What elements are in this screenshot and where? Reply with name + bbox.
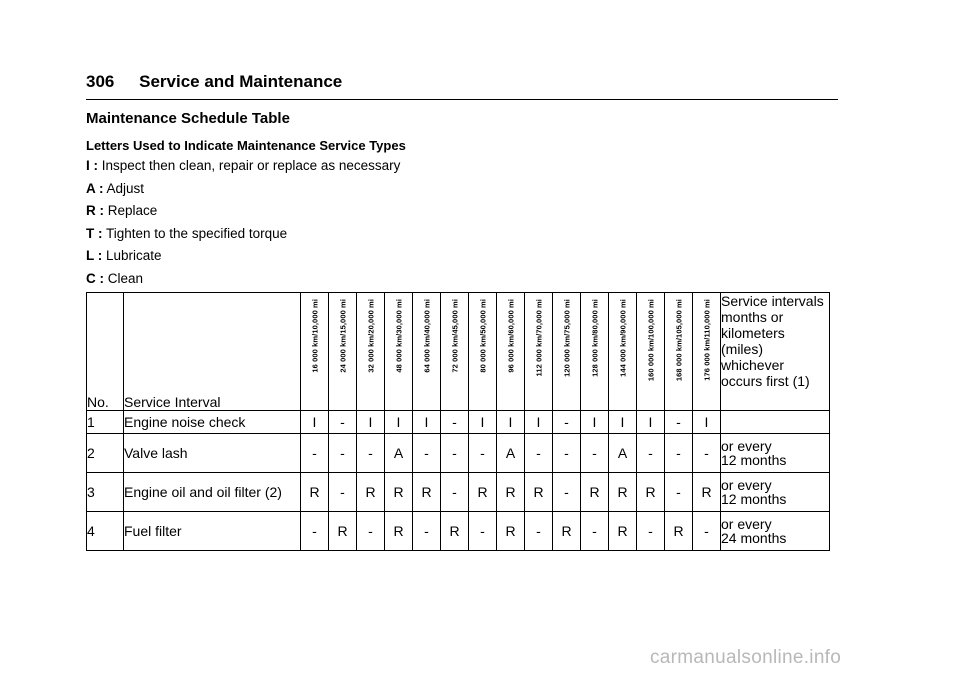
row-number: 2: [87, 434, 124, 473]
service-mark: -: [301, 434, 329, 473]
distance-label: 32 000 km/20,000 mi: [366, 299, 375, 373]
distance-header: [357, 293, 385, 411]
page-header: [86, 72, 342, 92]
service-mark: -: [329, 473, 357, 512]
distance-header: [413, 293, 441, 411]
service-mark: -: [525, 434, 553, 473]
distance-label: 176 000 km/110,000 mi: [702, 299, 711, 381]
legend-item: [86, 203, 157, 218]
service-mark: -: [357, 512, 385, 551]
distance-label: 168 000 km/105,000 mi: [674, 299, 683, 382]
service-mark: -: [329, 434, 357, 473]
service-frequency: or every 12 months: [721, 434, 830, 473]
header-rule: [86, 99, 838, 100]
legend-text: Adjust: [106, 180, 145, 196]
legend-text: Replace: [107, 203, 158, 218]
service-mark: -: [553, 411, 581, 434]
service-mark: -: [469, 512, 497, 551]
service-mark: I: [497, 411, 525, 434]
service-interval: Valve lash: [124, 434, 301, 473]
service-mark: -: [413, 434, 441, 473]
service-mark: R: [469, 473, 497, 512]
col-no-header: No.: [87, 293, 124, 411]
service-mark: R: [329, 512, 357, 551]
watermark: carmanualsonline.info: [650, 647, 842, 668]
service-mark: -: [553, 434, 581, 473]
service-mark: -: [301, 512, 329, 551]
service-mark: -: [665, 411, 693, 434]
service-mark: -: [441, 434, 469, 473]
distance-label: 16 000 km/10,000 mi: [310, 299, 319, 373]
distance-label: 24 000 km/15,000 mi: [338, 299, 347, 373]
distance-header: [469, 293, 497, 411]
service-mark: I: [609, 411, 637, 434]
table-row: [87, 512, 830, 551]
legend-item: [86, 271, 143, 286]
distance-header: [581, 293, 609, 411]
service-mark: R: [357, 473, 385, 512]
service-mark: -: [553, 473, 581, 512]
service-mark: R: [581, 473, 609, 512]
service-mark: I: [693, 411, 721, 434]
service-mark: A: [385, 434, 413, 473]
distance-header: [693, 293, 721, 411]
service-mark: R: [301, 473, 329, 512]
service-interval: Fuel filter: [124, 512, 301, 551]
service-mark: I: [469, 411, 497, 434]
legend-text: Lubricate: [106, 248, 162, 263]
table-row: [87, 434, 830, 473]
service-interval: Engine noise check: [124, 411, 301, 434]
service-mark: R: [693, 473, 721, 512]
service-mark: I: [301, 411, 329, 434]
legend-text: Clean: [107, 270, 144, 286]
page-number: 306: [86, 72, 115, 91]
distance-header: [497, 293, 525, 411]
service-mark: -: [693, 434, 721, 473]
distance-header: [441, 293, 469, 411]
legend-key: T :: [86, 225, 103, 241]
distance-label: 72 000 km/45,000 mi: [450, 299, 459, 373]
service-mark: R: [441, 512, 469, 551]
service-mark: -: [329, 411, 357, 434]
service-mark: A: [497, 434, 525, 473]
service-mark: I: [413, 411, 441, 434]
service-mark: -: [441, 411, 469, 434]
distance-header: [329, 293, 357, 411]
distance-label: 112 000 km/70,000 mi: [534, 299, 543, 377]
service-mark: I: [525, 411, 553, 434]
distance-label: 144 000 km/90,000 mi: [618, 299, 627, 377]
row-number: 4: [87, 512, 124, 551]
service-mark: -: [637, 434, 665, 473]
col-interval-header: Service Interval: [124, 293, 301, 411]
table-row: [87, 411, 830, 434]
service-mark: R: [609, 512, 637, 551]
distance-label: 128 000 km/80,000 mi: [590, 299, 599, 377]
table-header-row: [87, 293, 830, 411]
service-mark: R: [385, 473, 413, 512]
service-mark: R: [497, 473, 525, 512]
legend-item: [86, 181, 144, 196]
service-mark: -: [581, 434, 609, 473]
service-mark: -: [525, 512, 553, 551]
service-mark: -: [665, 434, 693, 473]
service-mark: A: [609, 434, 637, 473]
distance-label: 120 000 km/75,000 mi: [562, 299, 571, 377]
table-body: [87, 411, 830, 551]
service-mark: R: [525, 473, 553, 512]
distance-label: 48 000 km/30,000 mi: [394, 299, 403, 373]
service-mark: -: [693, 512, 721, 551]
distance-label: 96 000 km/60,000 mi: [506, 299, 515, 373]
distance-header: [665, 293, 693, 411]
service-interval: Engine oil and oil filter (2): [124, 473, 301, 512]
distance-label: 160 000 km/100,000 mi: [646, 299, 655, 382]
service-frequency: or every 24 months: [721, 512, 830, 551]
distance-label: 80 000 km/50,000 mi: [478, 299, 487, 373]
legend-item: [86, 226, 287, 241]
legend-key: C :: [86, 270, 104, 286]
service-mark: -: [469, 434, 497, 473]
row-number: 1: [87, 411, 124, 434]
service-mark: R: [385, 512, 413, 551]
maintenance-schedule-table: [86, 292, 830, 551]
distance-header: [301, 293, 329, 411]
legend-key: I :: [86, 158, 98, 173]
service-frequency: or every 12 months: [721, 473, 830, 512]
row-number: 3: [87, 473, 124, 512]
col-frequency-header: Service intervals months or kilometers (miles) whichever occurs first (1): [721, 293, 830, 411]
distance-header: [525, 293, 553, 411]
service-mark: R: [413, 473, 441, 512]
legend-key: L :: [86, 248, 103, 263]
service-mark: R: [553, 512, 581, 551]
service-mark: -: [581, 512, 609, 551]
distance-header: [385, 293, 413, 411]
distance-header: [637, 293, 665, 411]
service-mark: -: [665, 473, 693, 512]
section-title: Service and Maintenance: [139, 72, 343, 91]
service-mark: I: [357, 411, 385, 434]
service-mark: R: [609, 473, 637, 512]
legend-item: [86, 248, 162, 263]
service-mark: R: [665, 512, 693, 551]
service-mark: I: [637, 411, 665, 434]
legend-text: Tighten to the specified torque: [106, 225, 288, 241]
page-title: Maintenance Schedule Table: [86, 110, 290, 127]
service-mark: R: [497, 512, 525, 551]
service-mark: -: [637, 512, 665, 551]
service-frequency: [721, 411, 830, 434]
service-mark: I: [581, 411, 609, 434]
service-mark: -: [357, 434, 385, 473]
table-row: [87, 473, 830, 512]
distance-label: 64 000 km/40,000 mi: [422, 299, 431, 373]
service-mark: I: [385, 411, 413, 434]
legend-text: Inspect then clean, repair or replace as necessary: [101, 158, 401, 173]
service-mark: R: [637, 473, 665, 512]
legend-item: [86, 158, 400, 173]
service-mark: -: [413, 512, 441, 551]
legend-key: R :: [86, 203, 104, 218]
legend-key: A :: [86, 180, 104, 196]
distance-header: [553, 293, 581, 411]
legend-heading: Letters Used to Indicate Maintenance Service Types: [86, 138, 406, 153]
distance-header: [609, 293, 637, 411]
service-mark: -: [441, 473, 469, 512]
